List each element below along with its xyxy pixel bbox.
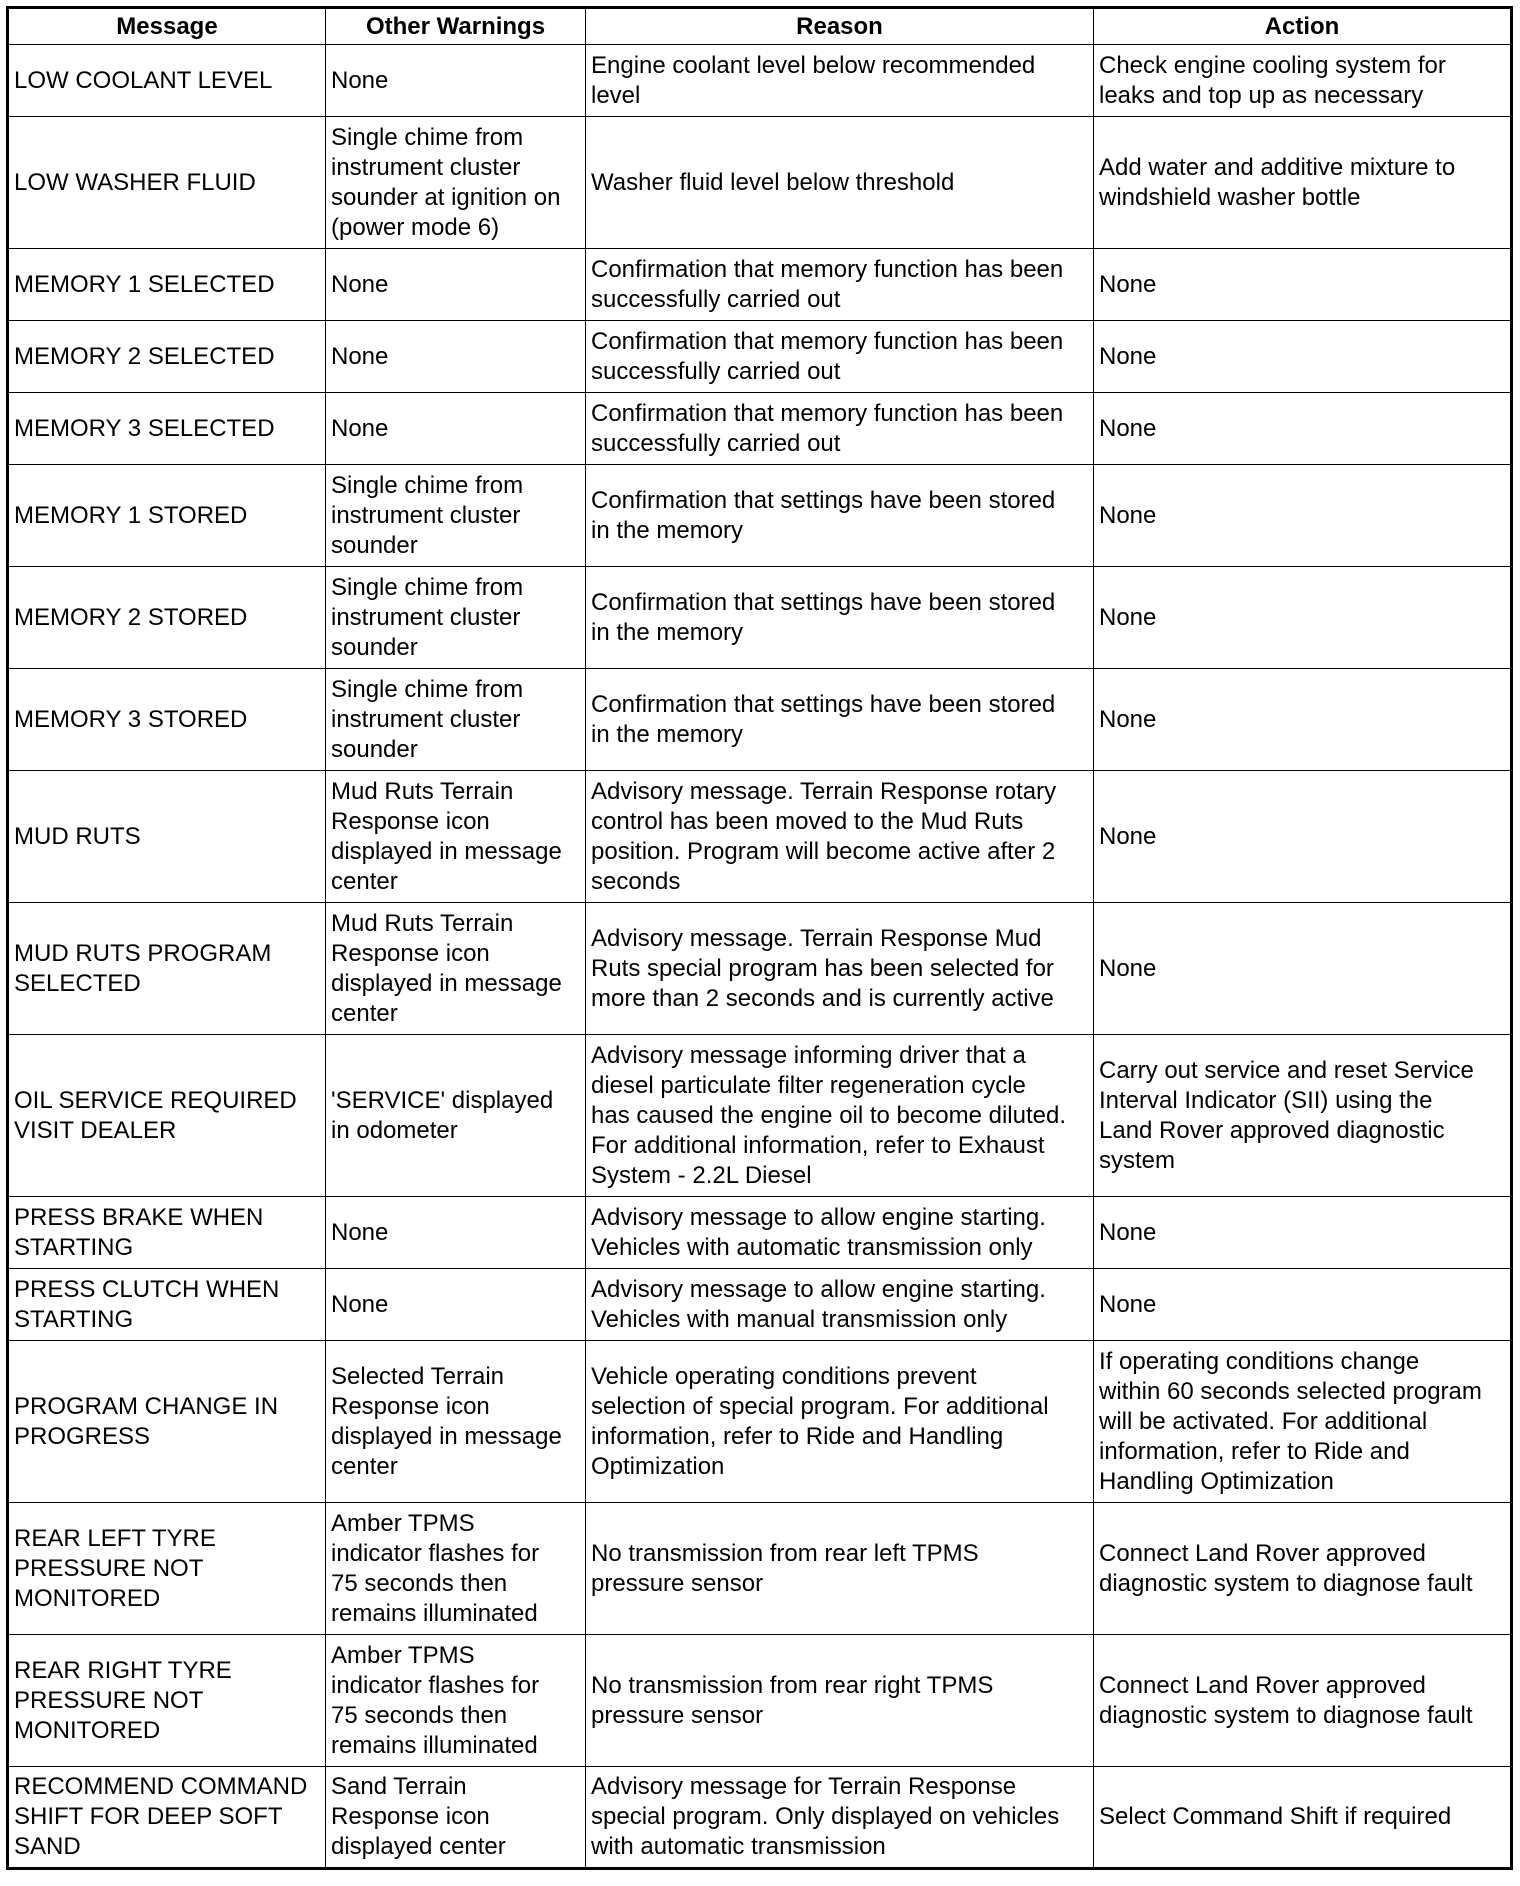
cell-message: MEMORY 3 STORED — [8, 669, 326, 771]
cell-reason: Confirmation that settings have been stored in the memory — [586, 669, 1094, 771]
table-row — [8, 465, 1512, 567]
cell-message: PRESS CLUTCH WHEN STARTING — [8, 1269, 326, 1341]
table-row — [8, 903, 1512, 1035]
cell-other-warnings: None — [326, 1269, 586, 1341]
cell-message: MEMORY 2 SELECTED — [8, 321, 326, 393]
cell-other-warnings: None — [326, 1197, 586, 1269]
cell-reason: Washer fluid level below threshold — [586, 117, 1094, 249]
table-row — [8, 1341, 1512, 1503]
cell-message: PRESS BRAKE WHEN STARTING — [8, 1197, 326, 1269]
table-header-row — [8, 8, 1512, 45]
cell-other-warnings: None — [326, 45, 586, 117]
cell-message: MEMORY 3 SELECTED — [8, 393, 326, 465]
cell-other-warnings: Single chime from instrument cluster sounder — [326, 567, 586, 669]
cell-action: None — [1094, 393, 1512, 465]
cell-other-warnings: Single chime from instrument cluster sounder — [326, 669, 586, 771]
cell-message: MEMORY 2 STORED — [8, 567, 326, 669]
cell-other-warnings: Sand Terrain Response icon displayed center — [326, 1767, 586, 1869]
cell-other-warnings: 'SERVICE' displayed in odometer — [326, 1035, 586, 1197]
cell-action: None — [1094, 1269, 1512, 1341]
cell-action: Connect Land Rover approved diagnostic system to diagnose fault — [1094, 1635, 1512, 1767]
table-row — [8, 45, 1512, 117]
cell-reason: Advisory message to allow engine starting. Vehicles with automatic transmission only — [586, 1197, 1094, 1269]
cell-action: Carry out service and reset Service Interval Indicator (SII) using the Land Rover approved diagnostic system — [1094, 1035, 1512, 1197]
header-reason: Reason — [586, 8, 1094, 45]
cell-action: Select Command Shift if required — [1094, 1767, 1512, 1869]
cell-message: PROGRAM CHANGE IN PROGRESS — [8, 1341, 326, 1503]
table-row — [8, 393, 1512, 465]
table-row — [8, 1197, 1512, 1269]
table-row — [8, 1269, 1512, 1341]
cell-reason: Confirmation that memory function has been successfully carried out — [586, 249, 1094, 321]
cell-message: MEMORY 1 STORED — [8, 465, 326, 567]
cell-message: MUD RUTS — [8, 771, 326, 903]
table-row — [8, 669, 1512, 771]
cell-action: None — [1094, 903, 1512, 1035]
cell-message: OIL SERVICE REQUIRED VISIT DEALER — [8, 1035, 326, 1197]
header-message: Message — [8, 8, 326, 45]
cell-other-warnings: None — [326, 321, 586, 393]
header-other-warnings: Other Warnings — [326, 8, 586, 45]
cell-reason: Confirmation that memory function has been successfully carried out — [586, 321, 1094, 393]
table-row — [8, 1035, 1512, 1197]
cell-reason: Advisory message for Terrain Response special program. Only displayed on vehicles with automatic transmission — [586, 1767, 1094, 1869]
cell-action: If operating conditions change within 60 seconds selected program will be activated. For additional information, refer to Ride and Handling Optimization — [1094, 1341, 1512, 1503]
cell-message: MEMORY 1 SELECTED — [8, 249, 326, 321]
cell-other-warnings: Single chime from instrument cluster sounder at ignition on (power mode 6) — [326, 117, 586, 249]
cell-reason: Engine coolant level below recommended level — [586, 45, 1094, 117]
table-row — [8, 1503, 1512, 1635]
cell-reason: Confirmation that settings have been stored in the memory — [586, 465, 1094, 567]
table-row — [8, 1767, 1512, 1869]
cell-action: None — [1094, 249, 1512, 321]
cell-other-warnings: Amber TPMS indicator flashes for 75 seconds then remains illuminated — [326, 1635, 586, 1767]
table-row — [8, 567, 1512, 669]
cell-action: None — [1094, 567, 1512, 669]
cell-message: REAR LEFT TYRE PRESSURE NOT MONITORED — [8, 1503, 326, 1635]
cell-action: None — [1094, 465, 1512, 567]
cell-other-warnings: Selected Terrain Response icon displayed in message center — [326, 1341, 586, 1503]
cell-message: REAR RIGHT TYRE PRESSURE NOT MONITORED — [8, 1635, 326, 1767]
table-row — [8, 321, 1512, 393]
cell-reason: Vehicle operating conditions prevent selection of special program. For additional information, refer to Ride and Handling Optimization — [586, 1341, 1094, 1503]
cell-other-warnings: None — [326, 249, 586, 321]
cell-message: RECOMMEND COMMAND SHIFT FOR DEEP SOFT SAND — [8, 1767, 326, 1869]
cell-message: LOW COOLANT LEVEL — [8, 45, 326, 117]
cell-reason: Advisory message. Terrain Response Mud Ruts special program has been selected for more than 2 seconds and is currently active — [586, 903, 1094, 1035]
header-action: Action — [1094, 8, 1512, 45]
cell-reason: Confirmation that settings have been stored in the memory — [586, 567, 1094, 669]
table-row — [8, 1635, 1512, 1767]
cell-reason: Confirmation that memory function has been successfully carried out — [586, 393, 1094, 465]
cell-action: None — [1094, 771, 1512, 903]
cell-other-warnings: Mud Ruts Terrain Response icon displayed in message center — [326, 903, 586, 1035]
table-row — [8, 771, 1512, 903]
cell-other-warnings: Mud Ruts Terrain Response icon displayed in message center — [326, 771, 586, 903]
table-row — [8, 117, 1512, 249]
cell-action: None — [1094, 669, 1512, 771]
table-row — [8, 249, 1512, 321]
cell-action: Connect Land Rover approved diagnostic system to diagnose fault — [1094, 1503, 1512, 1635]
cell-message: LOW WASHER FLUID — [8, 117, 326, 249]
cell-reason: No transmission from rear left TPMS pressure sensor — [586, 1503, 1094, 1635]
cell-action: Add water and additive mixture to windshield washer bottle — [1094, 117, 1512, 249]
cell-reason: Advisory message informing driver that a diesel particulate filter regeneration cycle has caused the engine oil to become diluted. For additional information, refer to Exhaust System - 2.2L Diesel — [586, 1035, 1094, 1197]
cell-action: None — [1094, 321, 1512, 393]
cell-other-warnings: Amber TPMS indicator flashes for 75 seconds then remains illuminated — [326, 1503, 586, 1635]
cell-action: Check engine cooling system for leaks and top up as necessary — [1094, 45, 1512, 117]
cell-reason: No transmission from rear right TPMS pressure sensor — [586, 1635, 1094, 1767]
message-table — [6, 6, 1513, 1870]
cell-other-warnings: None — [326, 393, 586, 465]
cell-action: None — [1094, 1197, 1512, 1269]
cell-other-warnings: Single chime from instrument cluster sounder — [326, 465, 586, 567]
cell-message: MUD RUTS PROGRAM SELECTED — [8, 903, 326, 1035]
cell-reason: Advisory message. Terrain Response rotary control has been moved to the Mud Ruts position. Program will become active after 2 seconds — [586, 771, 1094, 903]
cell-reason: Advisory message to allow engine starting. Vehicles with manual transmission only — [586, 1269, 1094, 1341]
